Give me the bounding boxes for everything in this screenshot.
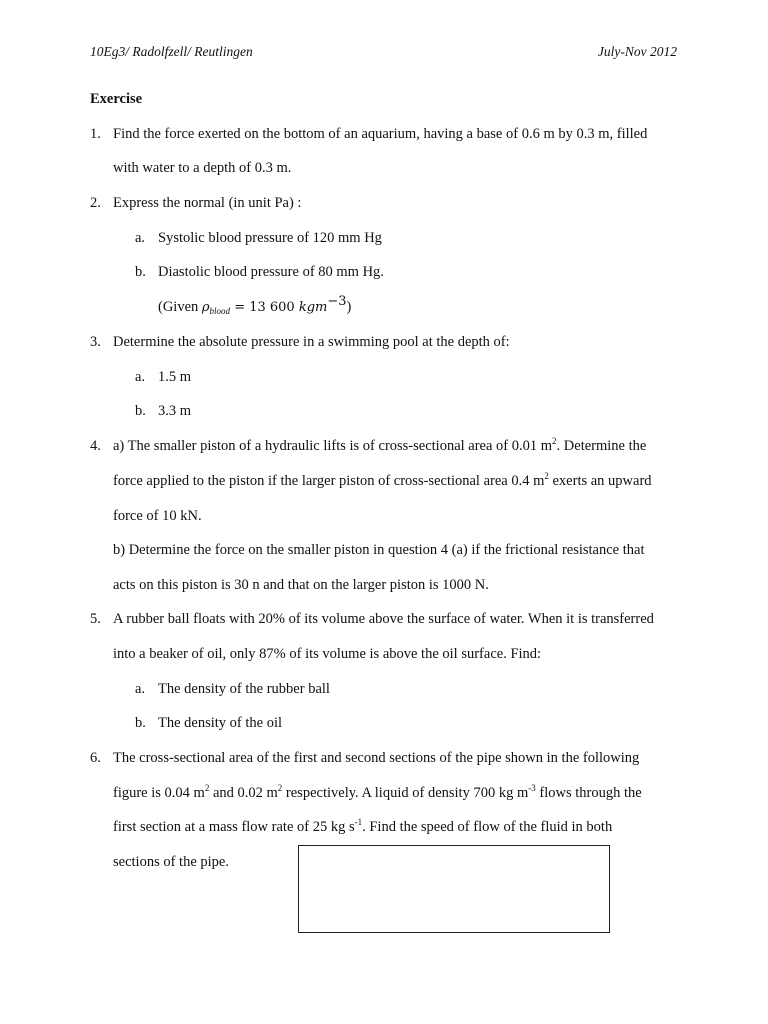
q6-line2: [113, 784, 642, 802]
q6-line3-b: . Find the speed of flow of the fluid in both: [362, 819, 613, 835]
q5-line2: into a beaker of oil, only 87% of its volume is above the oil surface. Find:: [113, 646, 542, 662]
q5b-text: The density of the oil: [158, 715, 283, 731]
q6-line3: [113, 818, 612, 836]
q4-line2-b: exerts an upward: [548, 473, 652, 489]
q6-line3-sup: -1: [354, 817, 363, 827]
q6-line4: sections of the pipe.: [113, 854, 229, 870]
q3a-label: a.: [135, 369, 146, 385]
given-rho: ρ: [201, 300, 210, 315]
q6-line2-sup3: -3: [528, 783, 536, 793]
q2a-text: Systolic blood pressure of 120 mm Hg: [158, 230, 382, 246]
q6-line2-sup1: 2: [204, 783, 210, 793]
q4-line3: force of 10 kN.: [113, 508, 202, 524]
header-left: 10Eg3/ Radolfzell/ Reutlingen: [90, 44, 253, 59]
q2-line1: Express the normal (in unit Pa) :: [113, 195, 302, 211]
given-close: ): [346, 299, 352, 315]
q2b-text: Diastolic blood pressure of 80 mm Hg.: [158, 264, 384, 280]
pipe-figure-placeholder: [298, 845, 610, 933]
q5a-label: a.: [135, 681, 146, 697]
q2a-label: a.: [135, 230, 146, 246]
q6-line2-sup2: 2: [277, 783, 283, 793]
q3a-text: 1.5 m: [158, 369, 192, 385]
q4-line1-sup: 2: [552, 436, 557, 446]
q6-line2-b: and 0.02 m: [209, 785, 278, 801]
q4-line2-sup: 2: [544, 471, 549, 481]
q6-line2-d: flows through the: [535, 785, 642, 801]
q3b-label: b.: [135, 403, 146, 419]
given-exp: −3: [327, 294, 347, 309]
q5a-text: The density of the rubber ball: [158, 681, 330, 697]
q3-line1: Determine the absolute pressure in a swimming pool at the depth of:: [113, 334, 510, 350]
q1-line2: with water to a depth of 0.3 m.: [113, 160, 292, 176]
q6-line1: The cross-sectional area of the first and second sections of the pipe shown in the following: [113, 750, 640, 766]
q6-number: 6.: [90, 750, 101, 766]
q4-line4: b) Determine the force on the smaller piston in question 4 (a) if the frictional resistance that: [113, 542, 645, 558]
given-unit: kgm: [298, 300, 328, 315]
q2b-label: b.: [135, 264, 146, 280]
q1-line1: Find the force exerted on the bottom of an aquarium, having a base of 0.6 m by 0.3 m, filled: [113, 126, 648, 142]
q3-number: 3.: [90, 334, 101, 350]
given-sub: blood: [209, 306, 231, 316]
q4-line2: [113, 472, 652, 490]
q4-line1-b: . Determine the: [556, 438, 647, 454]
given-open: (Given: [158, 299, 202, 315]
q6-line2-a: figure is 0.04 m: [113, 785, 205, 801]
q4-line2-a: force applied to the piston if the larger piston of cross-sectional area 0.4 m: [113, 473, 545, 489]
q2-number: 2.: [90, 195, 101, 211]
given-eq: = 13 600: [230, 300, 299, 315]
q5b-label: b.: [135, 715, 146, 731]
q4-line5: acts on this piston is 30 n and that on the larger piston is 1000 N.: [113, 577, 489, 593]
q4-line1: [113, 437, 646, 455]
q4-number: 4.: [90, 438, 101, 454]
q1-number: 1.: [90, 126, 101, 142]
q5-line1: A rubber ball floats with 20% of its volume above the surface of water. When it is transferred: [113, 611, 654, 627]
q2-given: [158, 294, 352, 320]
header-right: July-Nov 2012: [597, 44, 677, 59]
q3b-text: 3.3 m: [158, 403, 192, 419]
q4-line1-a: a) The smaller piston of a hydraulic lifts is of cross-sectional area of 0.01 m: [113, 438, 553, 454]
q5-number: 5.: [90, 611, 101, 627]
exercise-title: Exercise: [90, 91, 143, 107]
q6-line3-a: first section at a mass flow rate of 25 kg s: [113, 819, 355, 835]
q6-line2-c: respectively. A liquid of density 700 kg m: [282, 785, 529, 801]
